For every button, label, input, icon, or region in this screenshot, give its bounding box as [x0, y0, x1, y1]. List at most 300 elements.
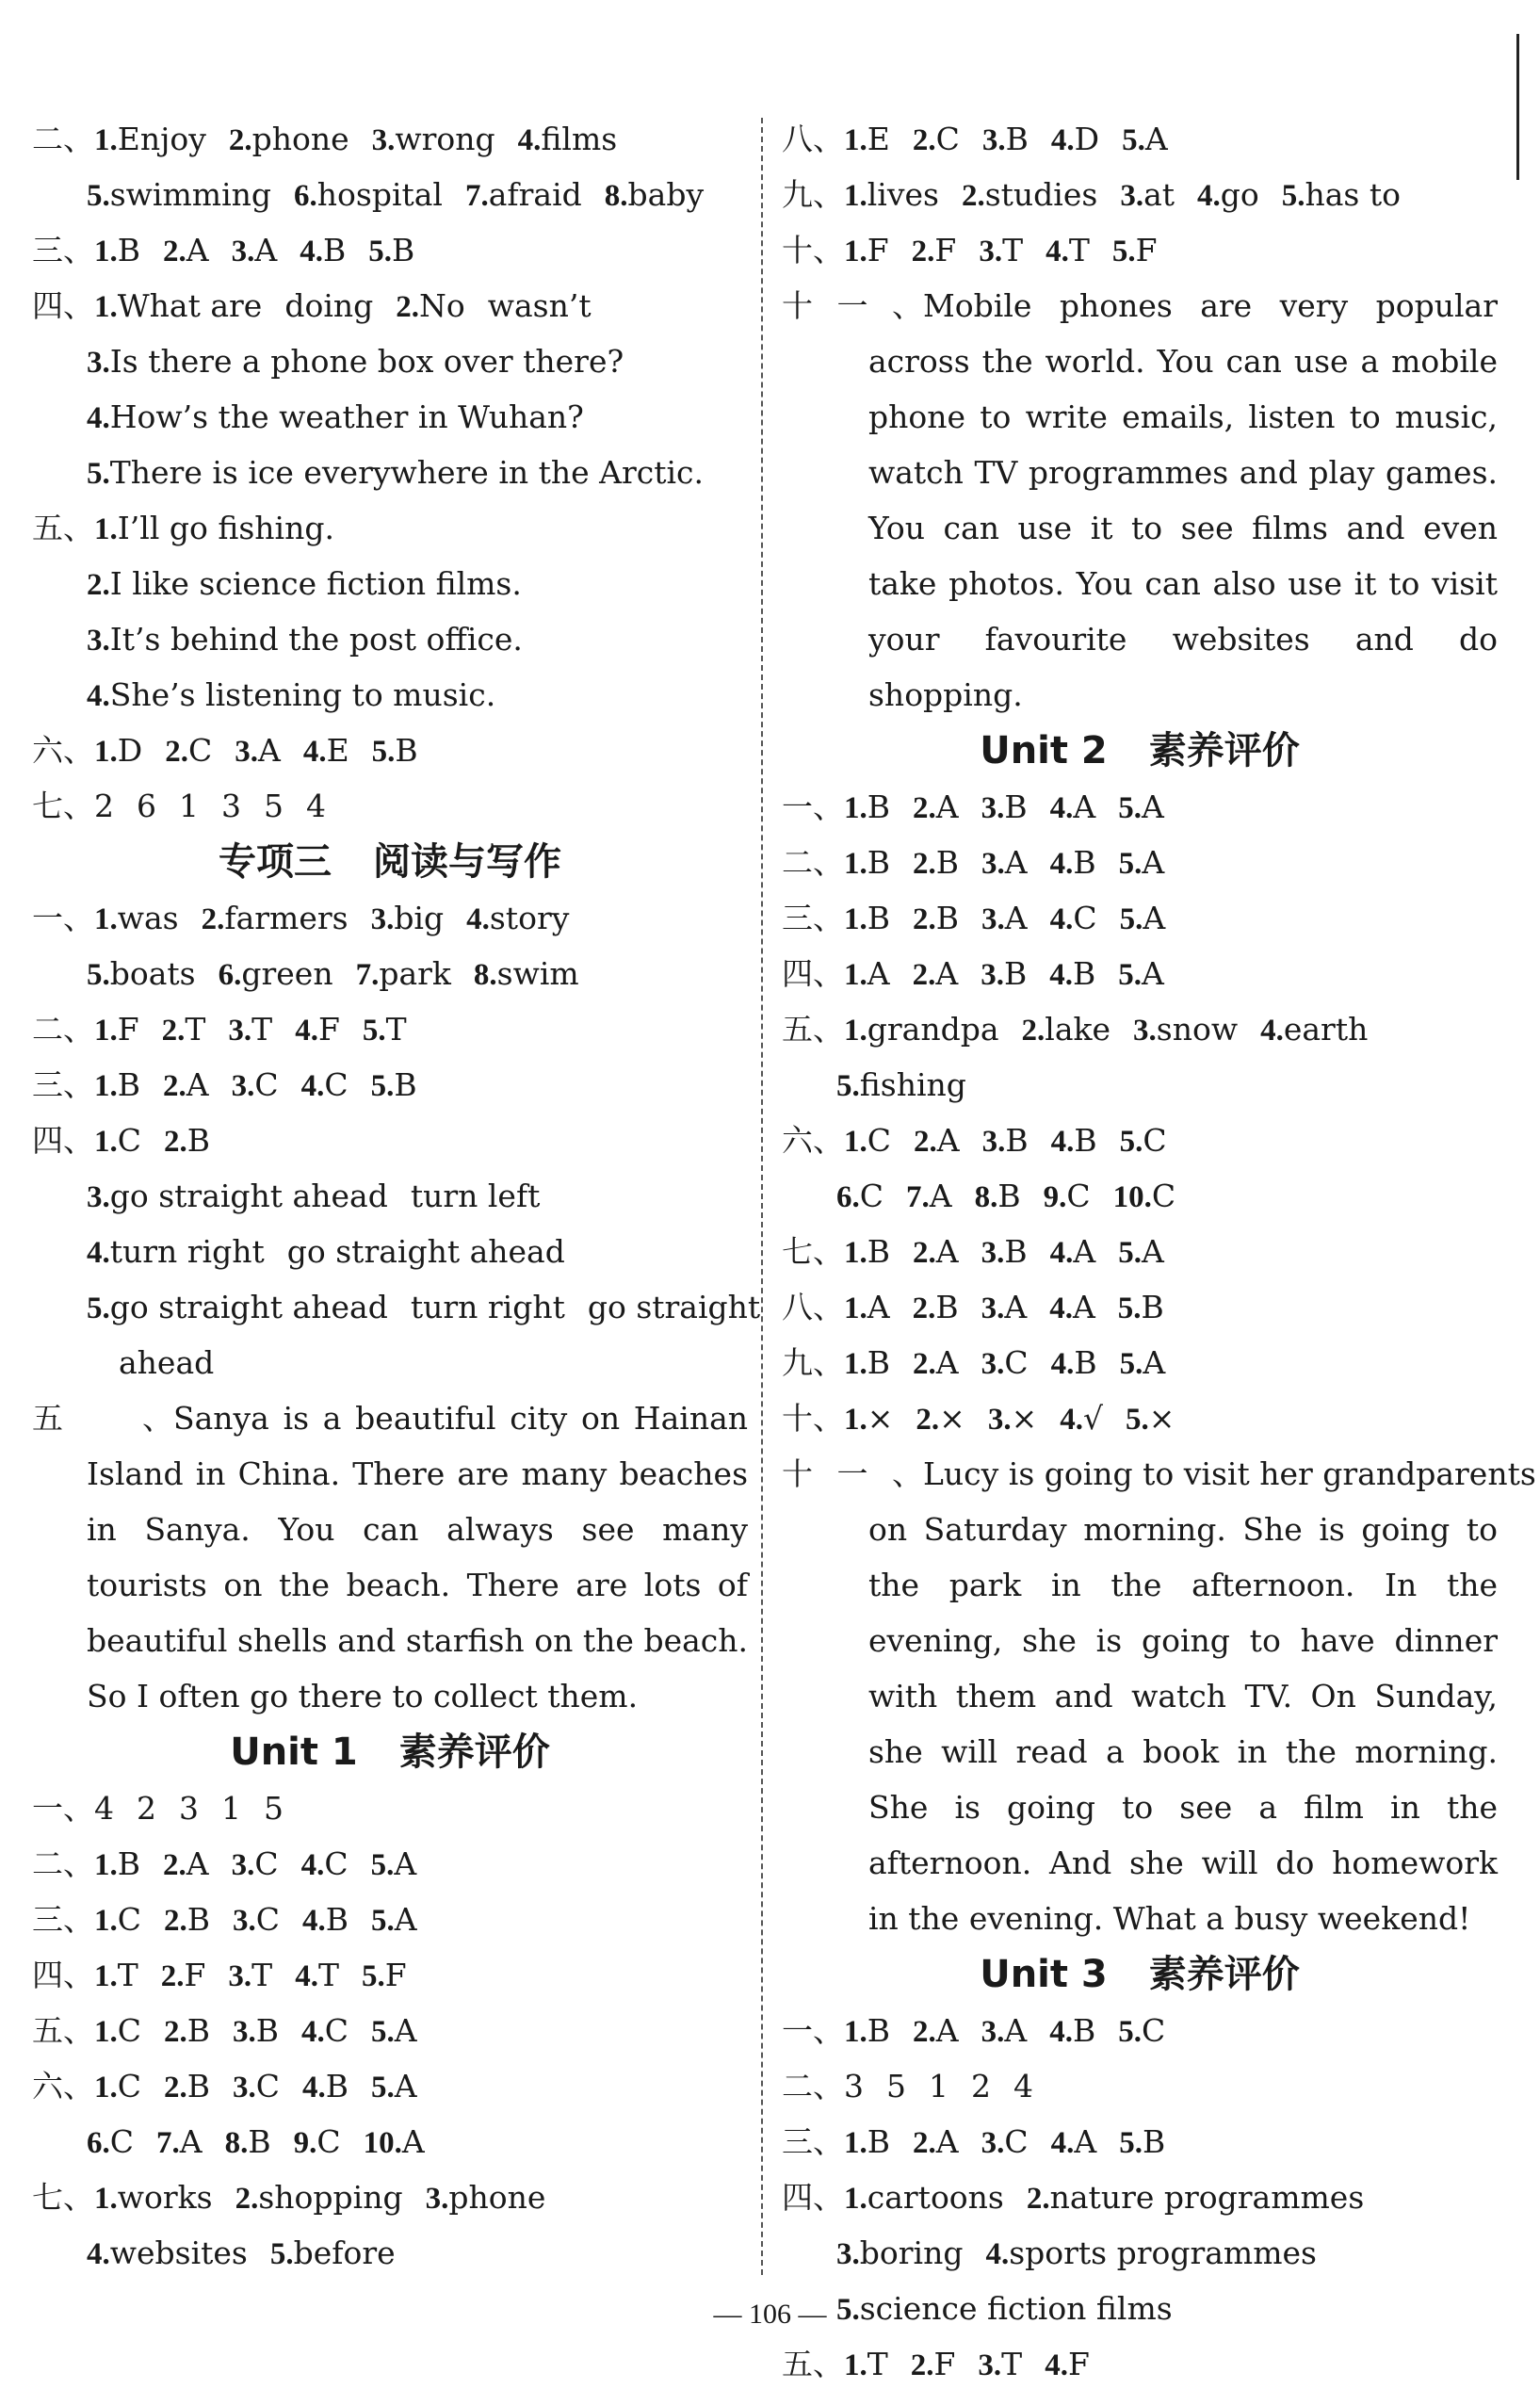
answer-line [782, 2336, 1498, 2392]
section-marker: 九、 [782, 1344, 844, 1381]
question-number: 3. [231, 1069, 255, 1103]
answer-item [1118, 788, 1164, 825]
answer-value: before [293, 2234, 396, 2271]
answer-value: A [1143, 900, 1166, 936]
answer-value: A [1141, 1233, 1164, 1270]
question-number: 1. [94, 1904, 118, 1938]
answer-item [962, 176, 1097, 213]
answer-value: A [254, 232, 278, 268]
answer-value: C [859, 1178, 883, 1214]
answer-item [372, 121, 495, 157]
answer-line [32, 445, 748, 500]
answer-value: C [109, 2123, 134, 2160]
answer-value: turn right [410, 1289, 565, 1325]
answer-item [982, 121, 1029, 157]
answer-item [202, 900, 349, 936]
answer-value: A [867, 1289, 890, 1325]
answer-value: E [867, 121, 890, 157]
column-divider [761, 118, 763, 2275]
question-number: 5. [370, 1848, 395, 1882]
answer-line [782, 2225, 1498, 2281]
answer-value: B [867, 2123, 891, 2160]
answer-value: A [1004, 1289, 1028, 1325]
writing-answer-text: on Saturday morning. She is going to the park in the afternoon. In the evening, she is going to have dinner with them and watch TV. On Sunday, she will read a book in the morning. She is going to see a film in the afternoon. And she will do homework in the evening. What a busy weekend! [868, 1511, 1498, 1937]
answer-item [232, 1066, 279, 1103]
answer-value: B [1005, 121, 1029, 157]
right-column [782, 111, 1536, 2392]
question-number: 4. [87, 2237, 110, 2271]
answer-value: 2 [971, 2068, 991, 2104]
answer-value: A [1141, 955, 1164, 992]
answer-value: A [929, 1178, 952, 1214]
answer-value: B [325, 2068, 349, 2104]
answer-item [371, 1066, 417, 1103]
answer-value: C [255, 1901, 281, 1938]
answer-item [588, 1289, 760, 1325]
answer-item [164, 1901, 210, 1938]
answer-value: has to [1305, 176, 1401, 213]
question-number: 3. [981, 958, 1004, 992]
question-number: 2. [913, 847, 936, 881]
question-number: 5. [836, 2293, 860, 2327]
answer-value: It’s behind the post office. [109, 621, 523, 658]
answer-value: 2 [137, 1790, 156, 1827]
section-heading-subtitle: 素养评价 [398, 1731, 550, 1774]
answer-item [1119, 844, 1165, 881]
answer-value: A [1144, 121, 1168, 157]
answer-item [87, 565, 522, 602]
question-number: 2. [163, 1069, 186, 1103]
answer-value: B [1074, 1122, 1097, 1159]
answer-value: studies [984, 176, 1098, 213]
answer-item [844, 955, 890, 992]
question-number: 1. [844, 1236, 867, 1270]
answer-item [371, 1901, 417, 1938]
question-number: 2. [912, 123, 936, 157]
answer-value: C [316, 2123, 341, 2160]
question-number: 5. [361, 1959, 385, 1993]
answer-item [362, 1957, 407, 1993]
answer-item [844, 121, 890, 157]
answer-item [844, 2346, 888, 2382]
question-number: 5. [370, 1069, 395, 1103]
question-number: 3. [981, 1236, 1005, 1270]
answer-line [782, 890, 1498, 946]
answer-item [1118, 955, 1164, 992]
answer-item [94, 2179, 213, 2216]
answer-item [912, 232, 957, 268]
answer-value: B [1141, 1289, 1164, 1325]
answer-value: B [1005, 1122, 1029, 1159]
answer-item [844, 1344, 890, 1381]
answer-value: B [997, 1178, 1021, 1214]
question-number: 1. [94, 512, 118, 546]
question-number: 4. [466, 902, 490, 936]
answer-item [302, 2068, 349, 2104]
page-edge-line [1516, 34, 1519, 180]
answer-item [844, 1011, 999, 1048]
answer-value: C [324, 1845, 349, 1882]
answer-value: A [935, 1344, 959, 1381]
question-number: 8. [974, 1180, 998, 1214]
answer-value: doing [284, 287, 374, 324]
answer-item [605, 176, 704, 213]
question-number: 8. [473, 958, 497, 992]
answer-item [94, 287, 262, 324]
answer-item [300, 232, 346, 268]
answer-item [1060, 1400, 1103, 1437]
answer-item [886, 2068, 906, 2104]
section-marker: 四、 [32, 1122, 94, 1159]
answer-line [782, 2003, 1498, 2058]
answer-item [1113, 1178, 1176, 1214]
answer-value: A [394, 2068, 417, 2104]
question-number: 2. [913, 2015, 936, 2049]
section-marker: 九、 [782, 176, 844, 213]
question-number: 2. [164, 2015, 187, 2049]
answer-value: × [1148, 1400, 1175, 1437]
answer-item [87, 2234, 248, 2271]
question-number: 5. [269, 2237, 294, 2271]
answer-value: I like science fiction films. [109, 565, 522, 602]
question-number: 1. [94, 2071, 118, 2104]
question-number: 3. [836, 2237, 860, 2271]
answer-value: B [935, 900, 960, 936]
answer-line [32, 1113, 748, 1168]
question-number: 3. [981, 791, 1005, 825]
answer-value: B [1004, 1233, 1028, 1270]
answer-item [364, 2123, 425, 2160]
answer-value: B [117, 1066, 141, 1103]
question-number: 3. [233, 2015, 256, 2049]
question-number: 4. [1049, 1236, 1074, 1270]
question-number: 1. [844, 958, 867, 992]
answer-value: B [186, 2068, 211, 2104]
answer-item [1118, 1233, 1164, 1270]
question-number: 1. [94, 1125, 118, 1159]
answer-value: B [186, 1901, 211, 1938]
question-number: 1. [94, 735, 118, 769]
answer-item [235, 732, 281, 769]
question-number: 1. [844, 235, 867, 268]
answer-item [981, 1233, 1028, 1270]
answer-item [844, 176, 939, 213]
answer-item [87, 1178, 388, 1214]
answer-line [32, 1335, 748, 1390]
answer-item [87, 343, 624, 380]
question-number: 4. [1050, 123, 1075, 157]
answer-item [87, 676, 495, 713]
answer-value: swimming [109, 176, 272, 213]
answer-value: C [1073, 900, 1097, 936]
question-number: 8. [224, 2126, 249, 2160]
question-number: 9. [293, 2126, 317, 2160]
answer-item [1050, 900, 1097, 936]
answer-line [32, 1057, 748, 1113]
answer-item [981, 1344, 1029, 1381]
answer-value: nature programmes [1049, 2179, 1365, 2216]
answer-line [32, 278, 748, 333]
answer-line [32, 667, 748, 723]
answer-value: I’ll go fishing. [117, 510, 334, 546]
section-marker: 四、 [782, 955, 844, 992]
answer-item [302, 1901, 349, 1938]
answer-item [1022, 1011, 1111, 1048]
answer-item [1013, 2068, 1033, 2104]
answer-value: B [935, 844, 960, 881]
question-number: 4. [300, 1069, 325, 1103]
section-marker: 五、 [32, 510, 94, 546]
answer-item [233, 2068, 280, 2104]
question-number: 1. [844, 2182, 867, 2216]
section-marker: 一、 [782, 788, 844, 825]
question-number: 3. [370, 902, 395, 936]
question-number: 5. [371, 735, 396, 769]
answer-item [232, 232, 278, 268]
answer-item [1282, 176, 1401, 213]
answer-item [844, 2012, 890, 2049]
section-marker: 十、 [782, 1400, 844, 1437]
answer-value: B [867, 788, 891, 825]
answer-line [32, 333, 748, 389]
answer-item [137, 788, 156, 824]
question-number: 3. [371, 123, 396, 157]
answer-item [371, 1845, 417, 1882]
answer-item [981, 844, 1028, 881]
answer-line [32, 1168, 748, 1224]
section-marker: 十一、 [782, 1455, 923, 1492]
answer-item [913, 1344, 959, 1381]
section-marker: 四、 [32, 1957, 94, 1993]
answer-item [94, 1066, 140, 1103]
answer-value: A [1073, 788, 1096, 825]
answer-item [94, 510, 334, 546]
answer-item [87, 955, 196, 992]
writing-answer-lead: Mobile phones are very popular [923, 287, 1498, 324]
answer-value: C [1143, 1122, 1167, 1159]
answer-value: Enjoy [117, 121, 206, 157]
answer-value: C [255, 2068, 281, 2104]
question-number: 1. [844, 123, 867, 157]
section-marker: 六、 [782, 1122, 844, 1159]
answer-line [32, 723, 748, 778]
section-marker: 八、 [782, 1289, 844, 1325]
question-number: 1. [94, 290, 118, 324]
answer-value: A [936, 1122, 960, 1159]
answer-line [32, 778, 748, 834]
answer-item [844, 844, 890, 881]
answer-value: A [1142, 844, 1165, 881]
question-number: 2. [235, 2182, 259, 2216]
question-number: 4. [1197, 179, 1221, 213]
answer-value: A [1072, 1289, 1095, 1325]
answer-value: 4 [94, 1790, 114, 1827]
answer-item [87, 398, 584, 435]
question-number: 4. [1060, 1403, 1083, 1437]
answer-value: green [241, 955, 333, 992]
answer-value: A [394, 1901, 417, 1938]
answer-item [163, 232, 209, 268]
answer-value: A [935, 788, 959, 825]
answer-value: go [1220, 176, 1259, 213]
writing-answer [32, 1390, 748, 1724]
answer-item [162, 1011, 206, 1048]
answer-value: B [1142, 2123, 1166, 2160]
answer-item [221, 788, 241, 824]
answer-value: T [1001, 2346, 1023, 2382]
question-number: 4. [1046, 235, 1069, 268]
answer-value: E [326, 732, 349, 769]
answer-line [782, 1279, 1498, 1335]
answer-value: 2 [94, 788, 114, 824]
answer-item [368, 232, 414, 268]
question-number: 3. [981, 123, 1006, 157]
answer-value: 1 [179, 788, 199, 824]
question-number: 3. [1120, 179, 1144, 213]
answer-item [913, 1233, 959, 1270]
question-number: 4. [87, 679, 110, 713]
answer-line [32, 946, 748, 1001]
section-marker: 七、 [32, 788, 94, 824]
question-number: 1. [844, 1403, 867, 1437]
question-number: 3. [228, 1014, 252, 1048]
section-marker: 一、 [782, 2012, 844, 2049]
section-marker: 四、 [782, 2179, 844, 2216]
writing-answer-lead: Sanya is a beautiful city on Hainan [173, 1400, 748, 1437]
section-marker: 十、 [782, 232, 844, 268]
answer-value: How’s the weather in Wuhan? [109, 398, 584, 435]
section-heading [782, 1946, 1498, 2003]
answer-line [32, 1836, 748, 1892]
question-number: 1. [94, 123, 118, 157]
answer-value: B [1072, 955, 1096, 992]
answer-value: go straight ahead [109, 1178, 388, 1214]
answer-value: A [186, 1845, 209, 1882]
answer-item [981, 2012, 1028, 2049]
answer-item [164, 1122, 210, 1159]
question-number: 6. [218, 958, 242, 992]
answer-value: F [317, 1011, 340, 1048]
answer-value: D [117, 732, 143, 769]
answer-item [1118, 2012, 1165, 2049]
answer-item [94, 900, 179, 936]
answer-value: afraid [488, 176, 582, 213]
question-number: 5. [1122, 123, 1145, 157]
answer-value: boats [109, 955, 196, 992]
answer-item [301, 2012, 349, 2049]
question-number: 2. [913, 1347, 936, 1381]
question-number: 2. [163, 235, 186, 268]
answer-value: B [1003, 955, 1028, 992]
answer-value: 5 [264, 788, 284, 824]
answer-value: A [867, 955, 890, 992]
section-marker: 八、 [782, 121, 844, 157]
answer-item [914, 1122, 960, 1159]
writing-answer-first-line [782, 1446, 1536, 1502]
answer-line [32, 1224, 748, 1279]
question-number: 4. [300, 1848, 325, 1882]
answer-line [32, 890, 748, 946]
question-number: 4. [1260, 1014, 1284, 1048]
answer-item [906, 1178, 952, 1214]
question-number: 10. [1112, 1180, 1152, 1214]
answer-line [32, 2058, 748, 2114]
answer-value: A [186, 1066, 209, 1103]
question-number: 3. [981, 2015, 1005, 2049]
answer-item [163, 1845, 209, 1882]
answer-item [164, 2012, 210, 2049]
answer-value: turn right [109, 1233, 265, 1270]
answer-item [844, 1233, 890, 1270]
answer-item [372, 732, 418, 769]
answer-item [164, 2068, 210, 2104]
answer-item [1046, 232, 1090, 268]
answer-value: A [394, 2012, 417, 2049]
answer-value: T [251, 1011, 273, 1048]
answer-item [287, 1233, 565, 1270]
section-marker: 七、 [32, 2179, 94, 2216]
answer-value: B [322, 232, 347, 268]
answer-value: at [1143, 176, 1175, 213]
answer-value: B [395, 732, 418, 769]
answer-item [371, 900, 445, 936]
section-marker: 一、 [32, 900, 94, 936]
answer-value: A [935, 1233, 959, 1270]
answer-value: A [257, 732, 281, 769]
question-number: 2. [1021, 1014, 1046, 1048]
answer-item [94, 1901, 141, 1938]
writing-answer [782, 1446, 1536, 1946]
answer-item [916, 1400, 965, 1437]
answer-item [295, 1957, 339, 1993]
question-number: 5. [1118, 958, 1142, 992]
question-number: 1. [94, 1848, 118, 1882]
question-number: 1. [94, 235, 118, 268]
answer-value: films [541, 121, 618, 157]
section-marker: 五、 [32, 1400, 173, 1437]
answer-item [913, 788, 959, 825]
answer-value: earth [1283, 1011, 1369, 1048]
section-marker: 三、 [782, 2123, 844, 2160]
answer-item [836, 2234, 963, 2271]
section-heading-title: Unit 1 [230, 1731, 358, 1774]
answer-item [1133, 1011, 1238, 1048]
answer-item [303, 732, 349, 769]
writing-answer-lead: Lucy is going to visit her grandparents [923, 1455, 1536, 1492]
answer-value: A [935, 955, 959, 992]
section-heading-title: Unit 3 [980, 1953, 1108, 1996]
answer-value: go straight [587, 1289, 761, 1325]
answer-line [782, 946, 1498, 1001]
section-heading-title: Unit 2 [980, 729, 1108, 772]
question-number: 4. [1049, 2015, 1073, 2049]
question-number: 5. [87, 179, 110, 213]
answer-value: C [324, 2012, 349, 2049]
answer-item [978, 2346, 1022, 2382]
question-number: 4. [1049, 1292, 1073, 1325]
question-number: 4. [300, 235, 323, 268]
question-number: 4. [302, 2071, 326, 2104]
question-number: 3. [981, 1125, 1006, 1159]
answer-value: B [1072, 2012, 1096, 2049]
answer-item [232, 1845, 279, 1882]
answer-item [87, 176, 271, 213]
writing-answer-first-line [32, 1390, 748, 1446]
question-number: 2. [164, 1125, 187, 1159]
answer-item [1027, 2179, 1364, 2216]
question-number: 1. [844, 1347, 867, 1381]
answer-value: sports programmes [1009, 2234, 1317, 2271]
